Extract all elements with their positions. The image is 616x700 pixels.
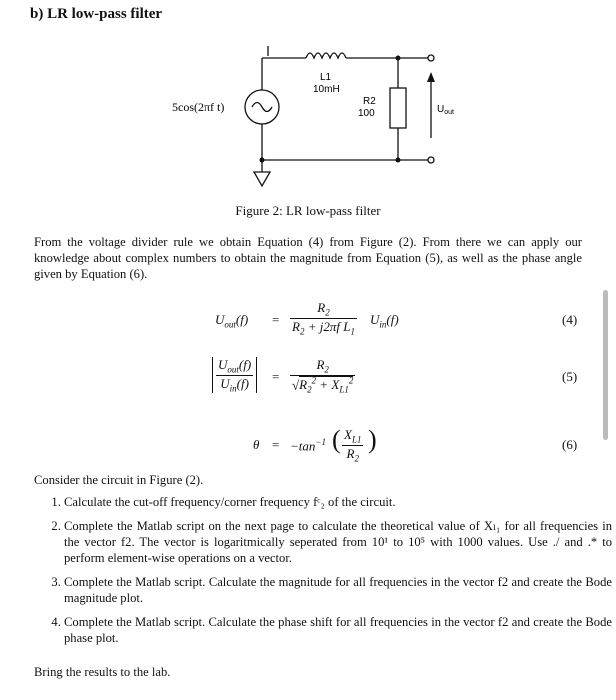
ground-symbol	[254, 172, 270, 186]
section-heading: b) LR low-pass filter	[30, 6, 163, 22]
task-item: 1. Calculate the cut-off frequency/corner frequency fᶜ₂ of the circuit.	[64, 494, 612, 510]
equation-number-6: (6)	[562, 437, 578, 452]
inductor-name: L1	[320, 72, 332, 83]
closing-text: Bring the results to the lab.	[34, 665, 171, 679]
resistor-name: R2	[363, 96, 376, 107]
scrollbar[interactable]	[603, 290, 608, 440]
inductor-value: 10mH	[313, 84, 340, 95]
intro-paragraph: From the voltage divider rule we obtain Equation (4) from Figure (2). From there we can apply our knowledge about complex numbers to obtain the magnitude from Equation (5), as well as the phase angle given by Equation (6).	[34, 235, 582, 281]
resistor-r2	[390, 88, 406, 128]
circuit-diagram	[0, 0, 616, 200]
equation-number-5: (5)	[562, 369, 578, 384]
task-item: 2. Complete the Matlab script on the next page to calculate the theoretical value of Xₗ₁ for all frequencies in the vector f2. The vector is logaritmically seperated from 10¹ to 10⁵ with 1000 values. Use ./ and .* to perform element-wise operations on a vector.	[64, 518, 612, 566]
resistor-value: 100	[358, 108, 375, 119]
equation-number-4: (4)	[562, 312, 578, 327]
task-list	[34, 494, 612, 654]
consider-text: Consider the circuit in Figure (2).	[34, 473, 204, 487]
output-label: $U_{out}$	[437, 104, 454, 116]
output-terminal-bottom	[428, 157, 434, 163]
task-item: 4. Complete the Matlab script. Calculate the phase shift for all frequencies in the vector f2 and create the Bode phase plot.	[64, 614, 612, 646]
figure-caption: Figure 2: LR low-pass filter	[235, 203, 381, 218]
sine-symbol	[252, 103, 272, 112]
source-label: 5cos(2πf t)	[172, 100, 225, 114]
inductor-coil	[306, 53, 346, 58]
output-terminal-top	[428, 55, 434, 61]
task-item: 3. Complete the Matlab script. Calculate the magnitude for all frequencies in the vector f2 and create the Bode magnitude plot.	[64, 574, 612, 606]
